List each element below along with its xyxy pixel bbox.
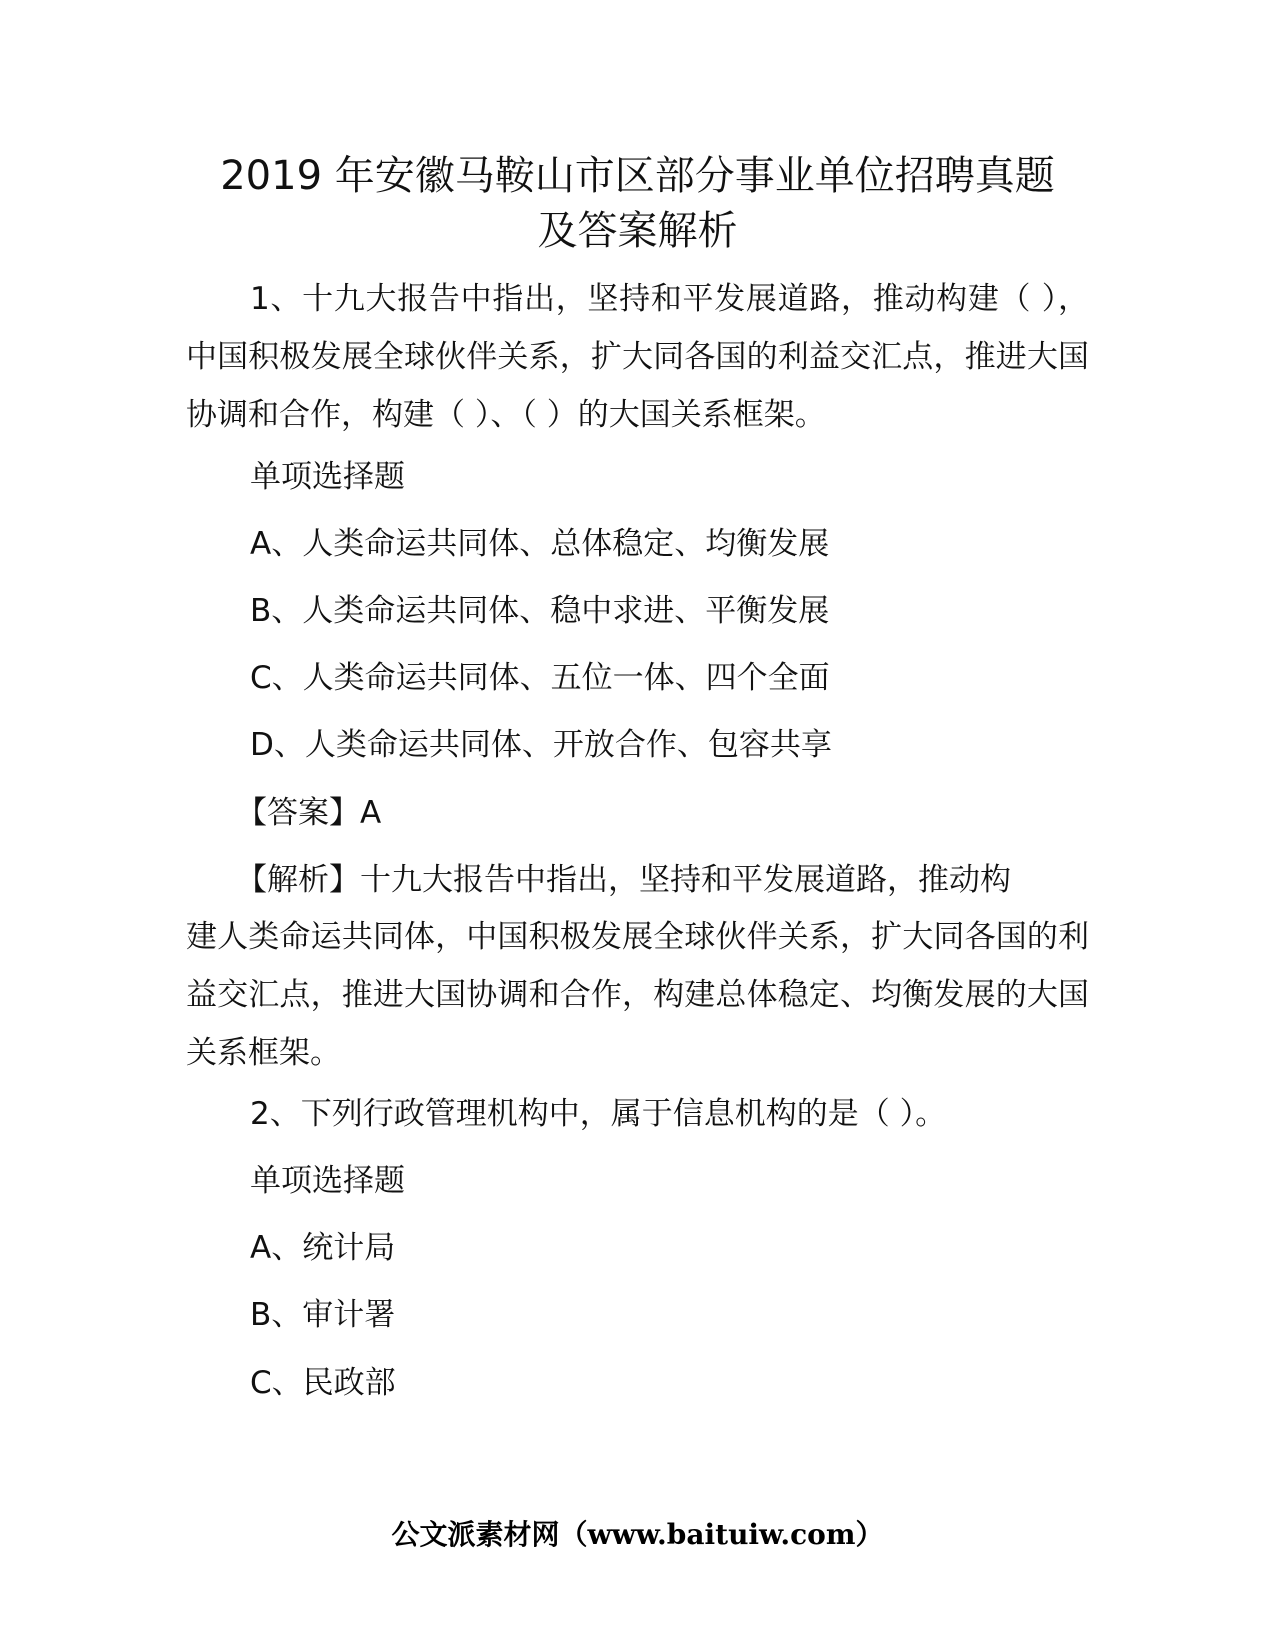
question-1-option-c: C、人类命运共同体、五位一体、四个全面 <box>250 660 830 696</box>
question-1-option-a: A、人类命运共同体、总体稳定、均衡发展 <box>250 526 830 562</box>
question-2-option-c: C、民政部 <box>250 1365 396 1401</box>
question-1-stem: 1、十九大报告中指出，坚持和平发展道路，推动构建（ ），中国积极发展全球伙伴关系，扩大同各国的利益交汇点，推进大国协调和合作，构建（ ）、（ ）的大国关系框架。 <box>186 281 1089 433</box>
question-2-type: 单项选择题 <box>250 1163 405 1199</box>
question-2-option-a: A、统计局 <box>250 1230 396 1266</box>
question-1-analysis-body: 建人类命运共同体，中国积极发展全球伙伴关系，扩大同各国的利益交汇点，推进大国协调和合作，构建总体稳定、均衡发展的大国关系框架。 <box>186 919 1089 1071</box>
question-1-option-b: B、人类命运共同体、稳中求进、平衡发展 <box>250 593 830 629</box>
question-1-type: 单项选择题 <box>250 459 405 495</box>
page-footer: 公文派素材网（www.baituiw.com） <box>391 1518 884 1551</box>
question-2-stem: 2、下列行政管理机构中，属于信息机构的是（ ）。 <box>250 1096 947 1132</box>
question-2-option-b: B、审计署 <box>250 1297 396 1333</box>
document-title-line-1: 2019 年安徽马鞍山市区部分事业单位招聘真题 <box>220 153 1055 199</box>
question-1-answer: 【答案】A <box>236 795 382 831</box>
question-1-option-d: D、人类命运共同体、开放合作、包容共享 <box>250 727 832 763</box>
question-1-analysis-first-line: 【解析】十九大报告中指出，坚持和平发展道路，推动构 <box>236 862 1011 898</box>
document-title-line-2: 及答案解析 <box>537 208 738 254</box>
